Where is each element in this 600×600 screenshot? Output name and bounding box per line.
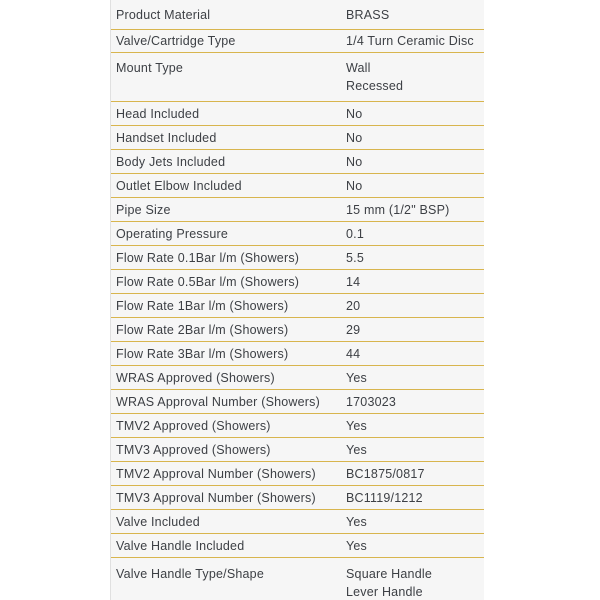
table-row [111,246,484,270]
spec-value [346,513,476,531]
spec-value [346,297,476,315]
spec-value [346,153,476,171]
spec-value [346,225,476,243]
spec-value [346,393,476,411]
spec-value-line: Wall [346,61,371,75]
spec-label: TMV3 Approval Number (Showers) [116,490,316,505]
spec-value [346,345,476,363]
spec-value [346,6,476,24]
spec-value [346,565,476,600]
spec-value [346,249,476,267]
spec-value-line: Yes [346,442,367,457]
table-row [111,0,484,30]
spec-value-line: BC1875/0817 [346,466,425,481]
spec-value [346,321,476,339]
table-row [111,30,484,53]
spec-value [346,32,476,50]
spec-label: Head Included [116,106,200,121]
spec-label: Valve Included [116,514,200,529]
spec-value [346,489,476,507]
spec-value-line: 15 mm (1/2" BSP) [346,202,450,217]
spec-value-line: 29 [346,322,361,337]
table-row [111,486,484,510]
table-row [111,270,484,294]
spec-label: Flow Rate 3Bar l/m (Showers) [116,346,289,361]
spec-label: WRAS Approved (Showers) [116,370,275,385]
table-row [111,414,484,438]
spec-label: Operating Pressure [116,226,228,241]
spec-value-line: No [346,130,363,145]
table-row [111,126,484,150]
spec-label: Valve Handle Type/Shape [116,567,264,581]
table-row [111,294,484,318]
specification-table [110,0,484,600]
table-row [111,174,484,198]
spec-value-line: No [346,154,363,169]
spec-label: Product Material [116,7,211,22]
table-row [111,510,484,534]
table-row [111,53,484,102]
spec-label: WRAS Approval Number (Showers) [116,394,320,409]
table-row [111,198,484,222]
spec-label: Mount Type [116,61,184,75]
spec-value [346,465,476,483]
spec-label: TMV3 Approved (Showers) [116,442,271,457]
table-row [111,318,484,342]
spec-label: Valve Handle Included [116,538,245,553]
table-row [111,534,484,558]
spec-value-line: Lever Handle [346,585,423,599]
spec-value-line: 5.5 [346,250,364,265]
spec-value-line: Yes [346,370,367,385]
spec-label: Flow Rate 2Bar l/m (Showers) [116,322,289,337]
spec-value [346,201,476,219]
spec-label: Handset Included [116,130,217,145]
spec-label: Valve/Cartridge Type [116,34,236,48]
table-row [111,438,484,462]
table-row [111,342,484,366]
spec-value-line: BRASS [346,7,390,22]
spec-value [346,537,476,555]
spec-value-line: Square Handle [346,567,432,581]
spec-value [346,441,476,459]
spec-label: Pipe Size [116,202,171,217]
spec-value [346,273,476,291]
spec-label: Flow Rate 1Bar l/m (Showers) [116,298,289,313]
spec-value-line: 20 [346,298,361,313]
spec-value-line: Yes [346,538,367,553]
table-row [111,102,484,126]
spec-value-line: Recessed [346,79,404,93]
spec-value-line: 44 [346,346,361,361]
spec-label: TMV2 Approved (Showers) [116,418,271,433]
spec-value-line: No [346,178,363,193]
table-row [111,222,484,246]
spec-value-line: 1703023 [346,394,397,409]
spec-label: Outlet Elbow Included [116,178,242,193]
spec-value-line: 0.1 [346,226,364,241]
spec-value-line: 14 [346,274,361,289]
spec-label: Flow Rate 0.1Bar l/m (Showers) [116,250,300,265]
spec-value [346,59,476,95]
table-row [111,150,484,174]
spec-value [346,129,476,147]
spec-label: Flow Rate 0.5Bar l/m (Showers) [116,274,300,289]
table-row [111,390,484,414]
table-row [111,366,484,390]
spec-label: Body Jets Included [116,154,226,169]
spec-value [346,177,476,195]
spec-value-line: Yes [346,514,367,529]
table-row [111,558,484,600]
spec-value [346,105,476,123]
table-row [111,462,484,486]
spec-value [346,369,476,387]
spec-label: TMV2 Approval Number (Showers) [116,466,316,481]
spec-value-line: 1/4 Turn Ceramic Disc [346,34,474,48]
spec-value-line: BC1119/1212 [346,490,423,505]
spec-value-line: Yes [346,418,367,433]
spec-value [346,417,476,435]
spec-value-line: No [346,106,363,121]
